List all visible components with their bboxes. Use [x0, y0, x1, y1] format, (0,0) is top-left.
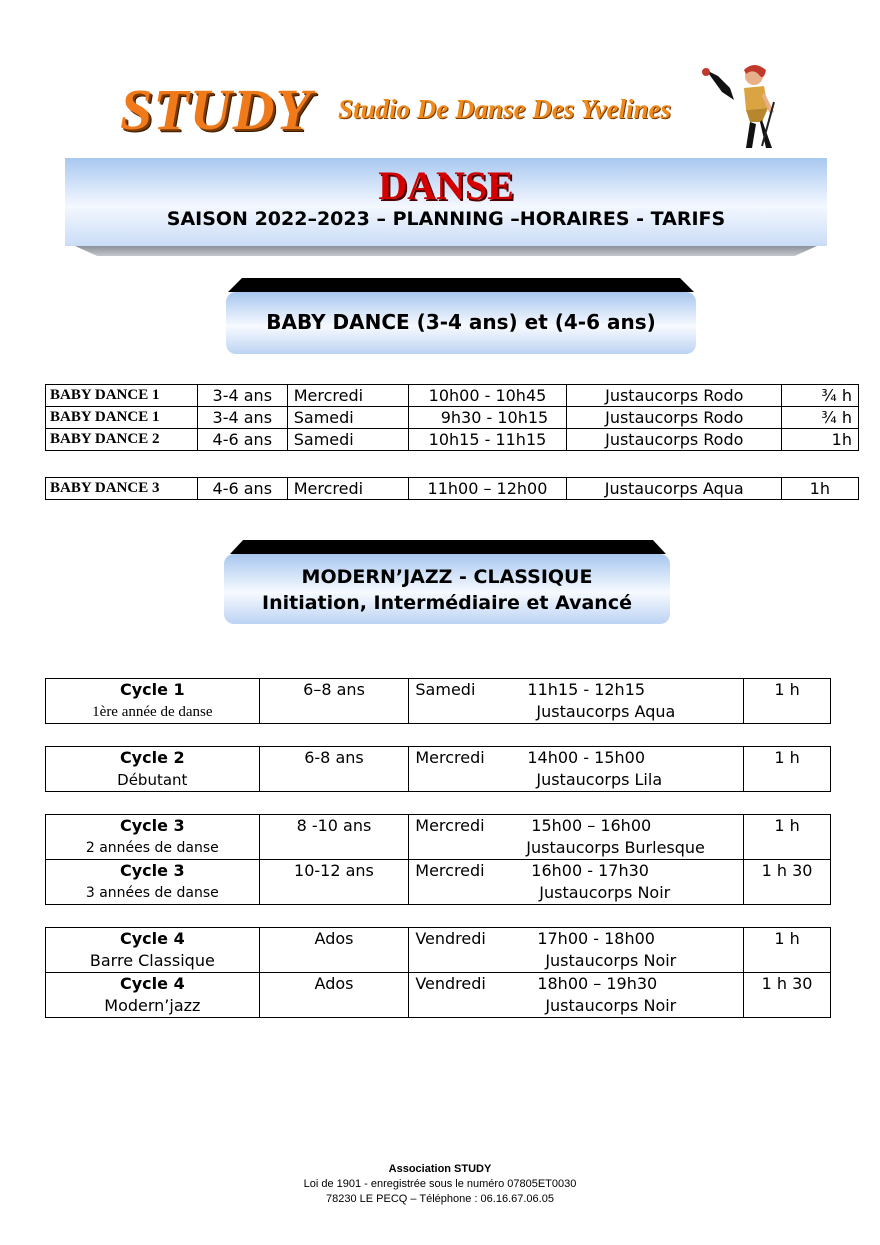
cycle-cell — [46, 973, 260, 1018]
dancer-icon — [700, 62, 780, 148]
time-text: 11h15 - 12h15 — [527, 680, 646, 699]
outfit-cell: Justaucorps Rodo — [567, 407, 782, 429]
cycle-level: Débutant — [117, 771, 188, 789]
title-banner-shadow — [75, 246, 817, 256]
section-title-modern-jazz: MODERN’JAZZ - CLASSIQUE — [301, 566, 593, 588]
footer — [0, 1162, 880, 1207]
age-cell: Ados — [259, 973, 409, 1018]
section-heading-baby-dance — [226, 292, 696, 354]
outfit-text: Justaucorps Noir — [545, 996, 677, 1015]
cycle-level: 2 années de danse — [85, 840, 219, 856]
class-name: BABY DANCE 3 — [46, 478, 198, 500]
day-cell: Mercredi — [287, 478, 408, 500]
day-text: Mercredi — [415, 748, 485, 767]
duration-cell: ¾ h — [782, 407, 859, 429]
outfit-text: Justaucorps Noir — [545, 951, 677, 970]
schedule-cell — [409, 815, 744, 860]
outfit-cell: Justaucorps Rodo — [567, 385, 782, 407]
title-banner — [65, 158, 827, 246]
outfit-cell: Justaucorps Rodo — [567, 429, 782, 451]
cycle-label: Cycle 4 — [120, 974, 185, 993]
day-cell: Mercredi — [287, 385, 408, 407]
cycle-cell — [46, 679, 260, 724]
age-cell: 6-8 ans — [259, 747, 409, 792]
time-text: 16h00 - 17h30 — [531, 861, 649, 880]
table-row — [46, 815, 831, 860]
duration-cell: ¾ h — [782, 385, 859, 407]
day-text: Vendredi — [415, 929, 486, 948]
schedule-cell — [409, 679, 744, 724]
cycle-cell — [46, 815, 260, 860]
cycle-cell — [46, 860, 260, 905]
duration-cell: 1 h — [744, 747, 831, 792]
cycle-label: Cycle 3 — [119, 861, 185, 880]
footer-address-phone: 78230 LE PECQ – Téléphone : 06.16.67.06.05 — [326, 1193, 554, 1205]
time-cell: 9h30 - 10h15 — [408, 407, 567, 429]
section-bar-baby — [228, 278, 694, 292]
class-name: BABY DANCE 1 — [46, 407, 198, 429]
duration-cell: 1 h — [744, 928, 831, 973]
duration-cell: 1 h — [744, 679, 831, 724]
outfit-text: Justaucorps Burlesque — [526, 838, 705, 857]
cycle-label: Cycle 3 — [119, 816, 185, 835]
cycle-label: Cycle 4 — [120, 929, 185, 948]
duration-cell: 1h — [782, 429, 859, 451]
table-row — [46, 679, 831, 724]
outfit-cell: Justaucorps Aqua — [567, 478, 782, 500]
table-row — [46, 747, 831, 792]
table-row — [46, 429, 859, 451]
duration-cell: 1 h 30 — [744, 973, 831, 1018]
day-cell: Samedi — [287, 429, 408, 451]
duration-cell: 1 h 30 — [744, 860, 831, 905]
age-cell: Ados — [259, 928, 409, 973]
cycle-level: 3 années de danse — [85, 885, 219, 901]
time-text: 17h00 - 18h00 — [537, 929, 655, 948]
time-cell: 10h00 - 10h45 — [408, 385, 567, 407]
age-cell: 6–8 ans — [259, 679, 409, 724]
duration-cell: 1h — [782, 478, 859, 500]
cycle-4-table — [45, 927, 831, 1018]
age-cell: 8 -10 ans — [259, 815, 409, 860]
section-heading-modern-jazz — [224, 554, 670, 624]
studio-logo — [120, 78, 800, 150]
section-title-baby: BABY DANCE (3-4 ans) et (4-6 ans) — [266, 310, 656, 334]
schedule-cell — [409, 973, 744, 1018]
table-row — [46, 478, 859, 500]
age-cell: 3-4 ans — [197, 385, 287, 407]
page-title: DANSE — [378, 163, 514, 208]
cycle-label: Cycle 1 — [119, 680, 185, 699]
time-text: 15h00 – 16h00 — [531, 816, 652, 835]
cycle-1-table — [45, 678, 831, 724]
schedule-cell — [409, 747, 744, 792]
cycle-cell — [46, 747, 260, 792]
cycle-level: 1ère année de danse — [92, 704, 213, 720]
time-cell: 10h15 - 11h15 — [408, 429, 567, 451]
age-cell: 4-6 ans — [197, 429, 287, 451]
footer-org: Association STUDY — [388, 1163, 492, 1175]
cycle-label: Cycle 2 — [119, 748, 185, 767]
cycle-level: Barre Classique — [89, 951, 215, 970]
baby-dance-table — [45, 384, 859, 451]
section-bar-modern-jazz — [230, 540, 666, 554]
page-subtitle: SAISON 2022–2023 – PLANNING –HORAIRES - TARIFS — [166, 208, 726, 230]
logo-study-text: STUDY — [120, 77, 312, 142]
day-text: Mercredi — [415, 861, 485, 880]
age-cell: 4-6 ans — [197, 478, 287, 500]
class-name: BABY DANCE 2 — [46, 429, 198, 451]
time-cell: 11h00 – 12h00 — [408, 478, 567, 500]
baby-dance-3-table — [45, 477, 859, 500]
age-cell: 3-4 ans — [197, 407, 287, 429]
duration-cell: 1 h — [744, 815, 831, 860]
outfit-text: Justaucorps Noir — [539, 883, 671, 902]
age-cell: 10-12 ans — [259, 860, 409, 905]
table-row — [46, 973, 831, 1018]
section-subtitle-levels: Initiation, Intermédiaire et Avancé — [262, 592, 632, 614]
cycle-2-table — [45, 746, 831, 792]
table-row — [46, 385, 859, 407]
day-text: Vendredi — [415, 974, 486, 993]
day-text: Samedi — [415, 680, 476, 699]
outfit-text: Justaucorps Lila — [536, 770, 663, 789]
studio-name: Studio De Danse Des Yvelines — [338, 94, 672, 124]
schedule-cell — [409, 928, 744, 973]
schedule-cell — [409, 860, 744, 905]
cycle-3-table — [45, 814, 831, 905]
time-text: 14h00 - 15h00 — [527, 748, 646, 767]
table-row — [46, 860, 831, 905]
table-row — [46, 407, 859, 429]
time-text: 18h00 – 19h30 — [537, 974, 658, 993]
footer-registration: Loi de 1901 - enregistrée sous le numéro 07805ET0030 — [303, 1178, 577, 1190]
cycle-level: Modern’jazz — [104, 996, 201, 1015]
day-text: Mercredi — [415, 816, 485, 835]
outfit-text: Justaucorps Aqua — [536, 702, 676, 721]
table-row — [46, 928, 831, 973]
day-cell: Samedi — [287, 407, 408, 429]
cycle-cell — [46, 928, 260, 973]
class-name: BABY DANCE 1 — [46, 385, 198, 407]
